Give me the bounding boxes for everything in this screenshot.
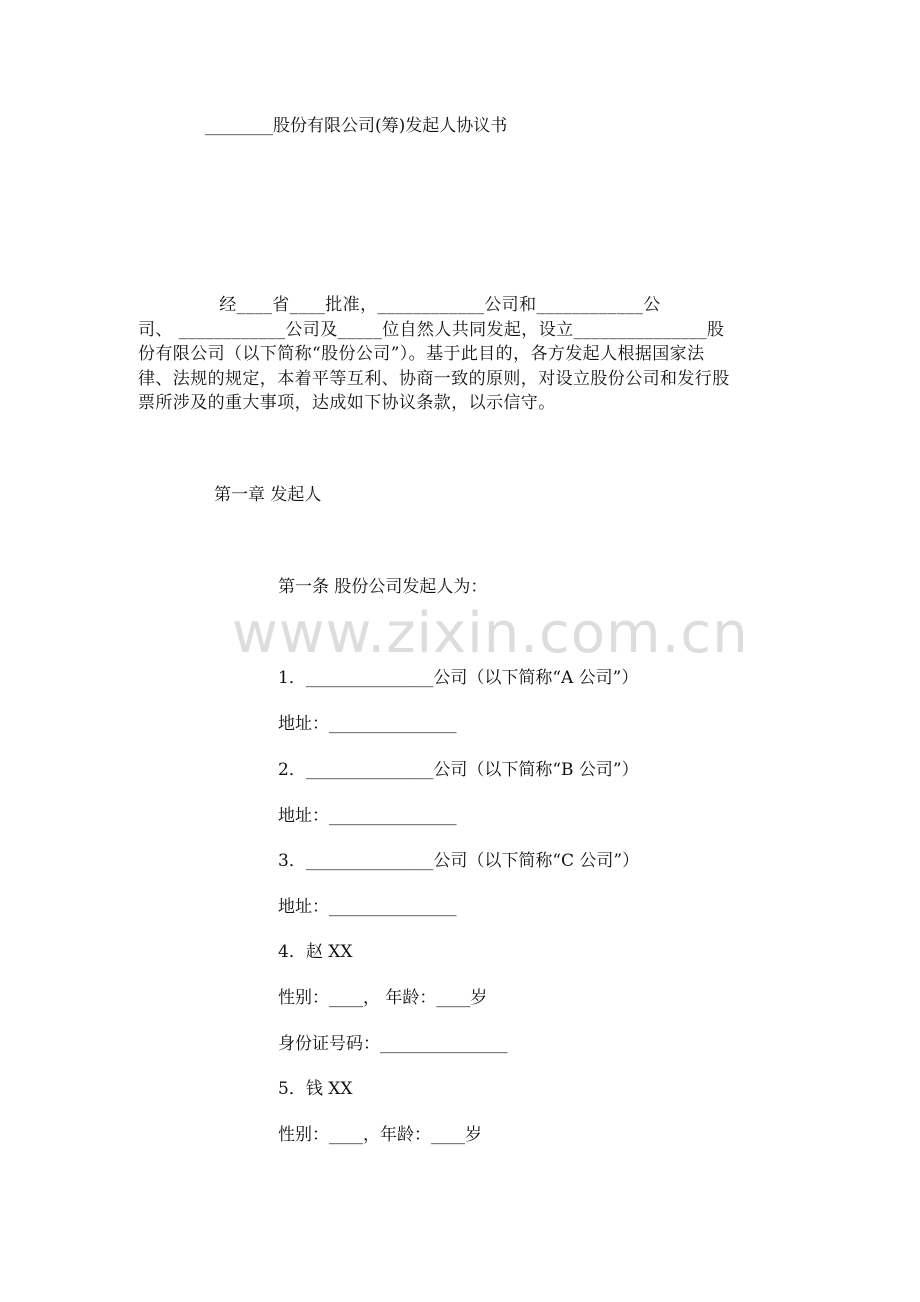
founder-c-address: 地址：_______________ [278,897,457,917]
founder-4-gender-age: 性别：____， 年龄：____岁 [278,988,488,1008]
founder-4-id-number: 身份证号码：_______________ [278,1034,508,1054]
founder-5-name: 5．钱 XX [278,1079,353,1099]
article-heading: 第一条 股份公司发起人为： [278,577,488,597]
founder-b-name: 2．_______________公司（以下简称“B 公司”） [278,760,639,780]
chapter-heading: 第一章 发起人 [214,485,322,505]
watermark: www.zixin.com.cn [232,601,749,666]
document-title: ________股份有限公司(筹)发起人协议书 [205,116,508,136]
preamble-paragraph: 经____省____批准，____________公司和____________公 司、 ____________公司及_____位自然人共同发起，设立_______________股 份有限公司（以下简称“股份公司”）。基于此目的，各方发起人根据国家法 律、法规的规定，本着平等互利、协商一致的原则，对设立股份公司和发行股 票所涉及的重大事项，达成如下协议条款，以示信守。 [138,295,730,413]
founder-c-name: 3．_______________公司（以下简称“C 公司”） [278,851,640,871]
founder-a-address: 地址：_______________ [278,714,457,734]
founder-b-address: 地址：_______________ [278,806,457,826]
founder-5-gender-age: 性别：____，年龄：____岁 [278,1125,482,1145]
founder-a-name: 1．_______________公司（以下简称“A 公司”） [278,668,639,688]
founder-4-name: 4．赵 XX [278,942,353,962]
